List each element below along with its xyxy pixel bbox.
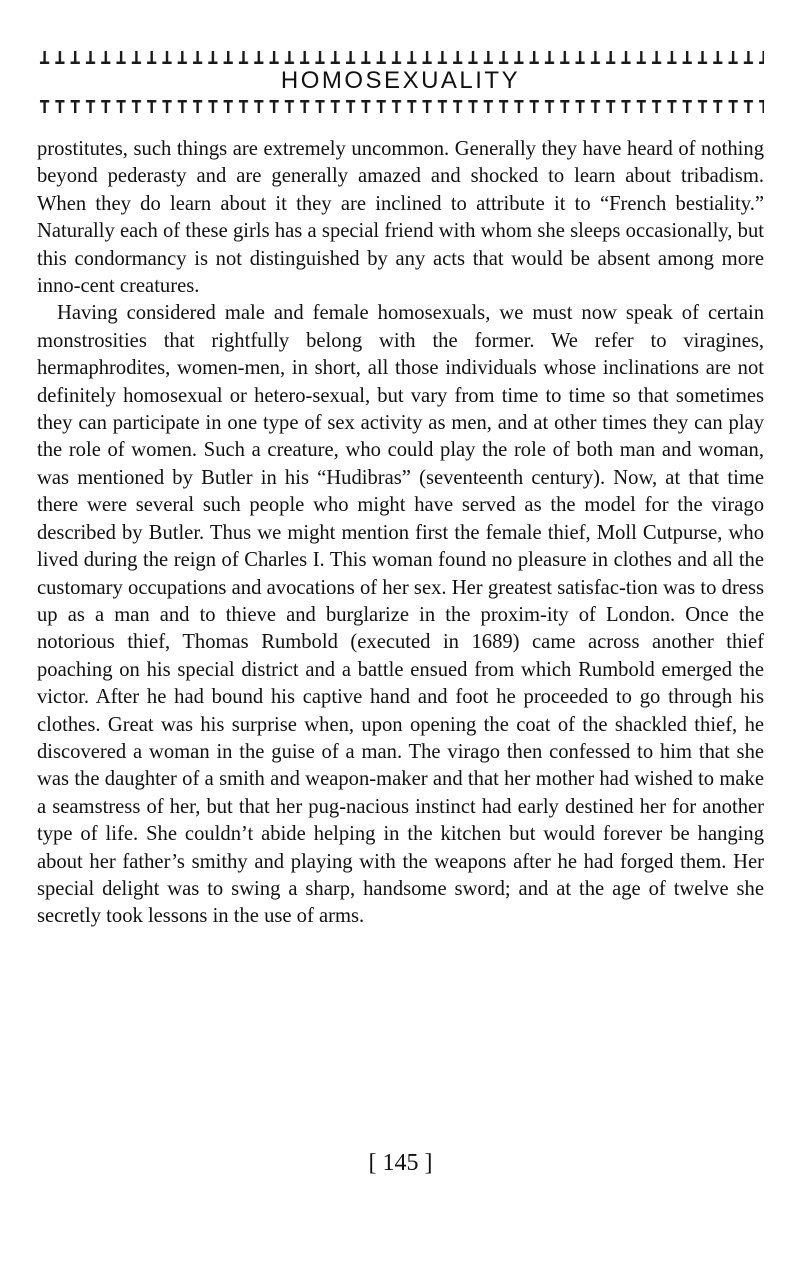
paragraph-monstrosities: Having considered male and female homosexuals, we must now speak of certain monstrosities that rightfully belong with the former. We refer to viragines, hermaphrodites, women-men, in short, all those individuals whose inclinations are not definitely homosexual or hetero-sexual, but vary from time to time so that sometimes they can participate in one type of sex activity as men, and at other times they can play the role of women. Such a creature, who could play the role of both man and woman, was mentioned by Butler in his “Hudibras” (seventeenth century). Now, at that time there were several such people who might have served as the model for the virago described by Butler. Thus we might mention first the female thief, Moll Cutpurse, who lived during the reign of Charles I. This woman found no pleasure in clothes and all the customary occupations and avocations of her sex. Her greatest satisfac-tion was to dress up as a man and to thieve and burglarize in the proxim-ity of London. Once the notorious thief, Thomas Rumbold (executed in 1689) came across another thief poaching on his special district and a battle ensued from which Rumbold emerged the victor. After he had bound his captive hand and foot he proceeded to go through his clothes. Great was his surprise when, upon opening the coat of the shackled thief, he discovered a woman in the guise of a man. The virago then confessed to him that she was the daughter of a smith and weapon-maker and that her mother had wished to make a seamstress of her, but that her pug-nacious instinct had early destined her for another type of life. She couldn’t abide helping in the kitchen but would forever be hanging about her father’s smithy and playing with the weapons after he had forged them. Her special delight was to swing a sharp, handsome sword; and at the age of twelve she secretly took lessons in the use of arms.	[37, 302, 764, 928]
book-page	[37, 0, 764, 1286]
header-ornament-top	[37, 50, 764, 64]
page-number: [ 145 ]	[368, 1150, 433, 1176]
ornament-top-svg	[37, 50, 764, 64]
body-text	[37, 136, 764, 931]
paragraph-continued: prostitutes, such things are extremely uncommon. Generally they have heard of nothing beyond pederasty and are generally amazed and shocked to learn about tribadism. When they do learn about it they are inclined to attribute it to “French bestiality.” Naturally each of these girls has a special friend with whom she sleeps occasionally, but this condormancy is not distinguished by any acts that would be absent among more inno-cent creatures.	[37, 138, 764, 298]
header-ornament-bottom	[37, 100, 764, 114]
running-head-title: HOMOSEXUALITY	[280, 67, 521, 94]
ornament-bottom-svg	[37, 100, 764, 114]
